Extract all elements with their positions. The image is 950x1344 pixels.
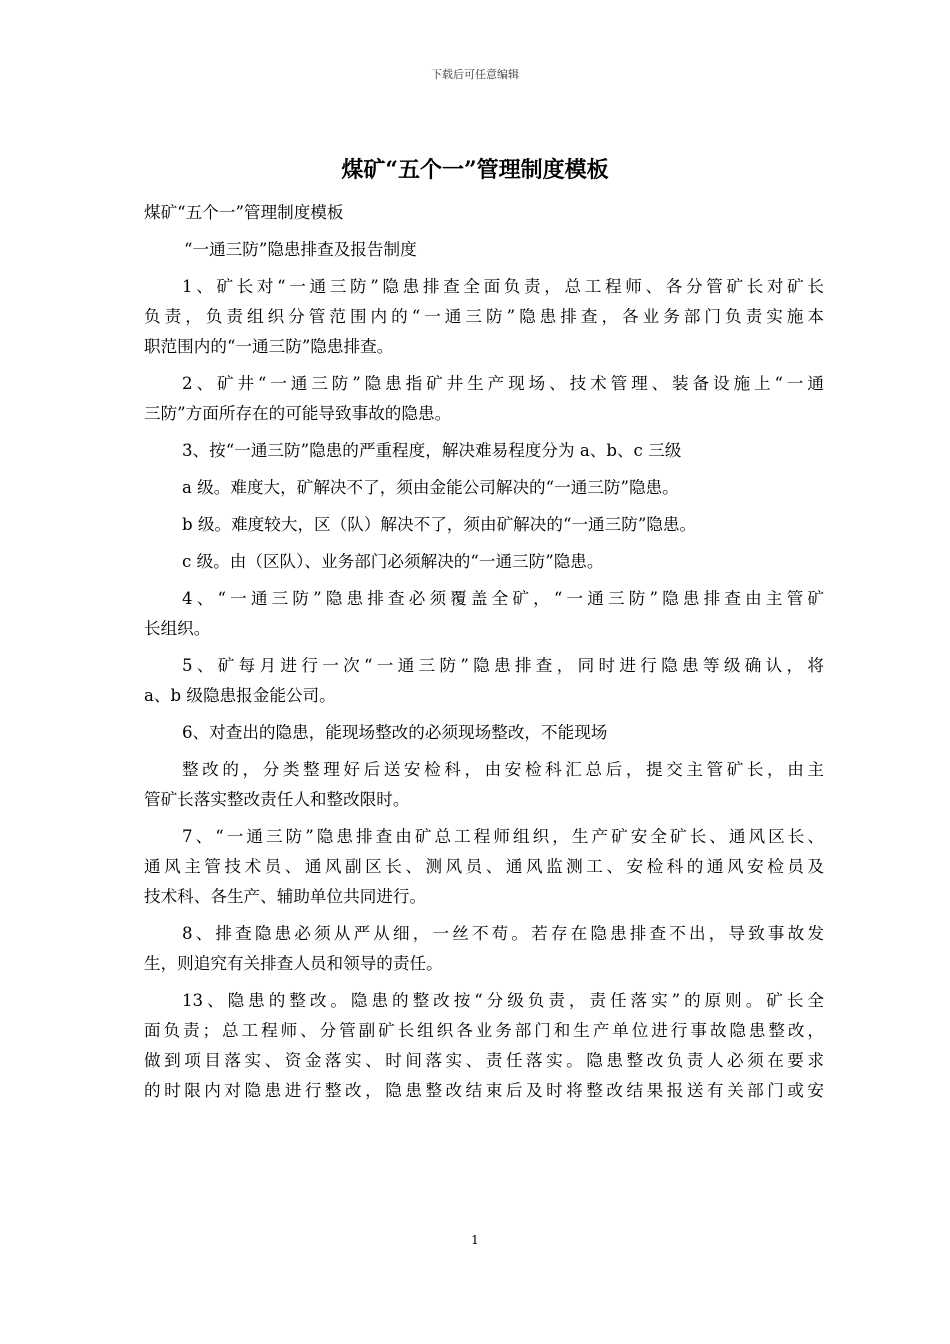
paragraph-gap xyxy=(144,748,824,755)
paragraph-line: 生，则追究有关排查人员和领导的责任。 xyxy=(144,954,443,973)
paragraph xyxy=(144,919,824,979)
paragraph-line: 4、“一通三防”隐患排查必须覆盖全矿，“一通三防”隐患排查由主管矿 xyxy=(182,589,824,608)
paragraph-gap xyxy=(144,979,824,986)
paragraph-gap xyxy=(144,265,824,272)
paragraph xyxy=(144,235,824,265)
paragraph-gap xyxy=(144,429,824,436)
paragraph-line: 技术科、各生产、辅助单位共同进行。 xyxy=(144,887,427,906)
paragraph-line: a 级。难度大，矿解决不了，须由金能公司解决的“一通三防”隐患。 xyxy=(182,478,679,497)
paragraph xyxy=(144,755,824,815)
paragraph-line: 3、按“一通三防”隐患的严重程度，解决难易程度分为 a、b、c 三级 xyxy=(182,441,682,460)
paragraph-gap xyxy=(144,711,824,718)
paragraph xyxy=(144,369,824,429)
paragraph-gap xyxy=(144,912,824,919)
paragraph-line: 做到项目落实、资金落实、时间落实、责任落实。隐患整改负责人必须在要求 xyxy=(144,1051,824,1070)
paragraph-gap xyxy=(144,815,824,822)
paragraph-line: 长组织。 xyxy=(144,619,211,638)
paragraph-line: “一通三防”隐患排查及报告制度 xyxy=(184,240,417,259)
paragraph-line: 职范围内的“一通三防”隐患排查。 xyxy=(144,337,394,356)
paragraph-line: 6、对查出的隐患，能现场整改的必须现场整改，不能现场 xyxy=(182,723,608,742)
paragraph xyxy=(144,718,824,748)
paragraph-line: 2、矿井“一通三防”隐患指矿井生产现场、技术管理、装备设施上“一通 xyxy=(182,374,824,393)
paragraph xyxy=(144,822,824,912)
paragraph xyxy=(144,651,824,711)
paragraph-line: 8、排查隐患必须从严从细，一丝不苟。若存在隐患排查不出，导致事故发 xyxy=(182,924,824,943)
paragraph xyxy=(144,198,824,228)
paragraph-gap xyxy=(144,577,824,584)
paragraph-line: 负责，负责组织分管范围内的“一通三防”隐患排查，各业务部门负责实施本 xyxy=(144,307,824,326)
paragraph-gap xyxy=(144,228,824,235)
paragraph-gap xyxy=(144,466,824,473)
paragraph-gap xyxy=(144,503,824,510)
page-header: 下载后可任意编辑 xyxy=(431,68,519,81)
paragraph-line: a、b 级隐患报金能公司。 xyxy=(144,686,336,705)
paragraph-line: 5、矿每月进行一次“一通三防”隐患排查，同时进行隐患等级确认，将 xyxy=(182,656,824,675)
paragraph-line: 三防”方面所存在的可能导致事故的隐患。 xyxy=(144,404,452,423)
page-number: 1 xyxy=(471,1233,479,1247)
paragraph-line: 13、隐患的整改。隐患的整改按“分级负责，责任落实”的原则。矿长全 xyxy=(182,991,824,1010)
paragraph-line: 7、“一通三防”隐患排查由矿总工程师组织，生产矿安全矿长、通风区长、 xyxy=(182,827,824,846)
paragraph xyxy=(144,272,824,362)
paragraph xyxy=(144,436,824,466)
paragraph-line: b 级。难度较大，区（队）解决不了，须由矿解决的“一通三防”隐患。 xyxy=(182,515,697,534)
paragraph xyxy=(144,986,824,1106)
paragraph-line: 整改的，分类整理好后送安检科，由安检科汇总后，提交主管矿长，由主 xyxy=(182,760,824,779)
paragraph-line: 煤矿“五个一”管理制度模板 xyxy=(144,203,344,222)
document-body xyxy=(144,198,824,1106)
paragraph xyxy=(144,510,824,540)
paragraph-line: 通风主管技术员、通风副区长、测风员、通风监测工、安检科的通风安检员及 xyxy=(144,857,824,876)
paragraph-gap xyxy=(144,540,824,547)
paragraph xyxy=(144,473,824,503)
paragraph-line: 的时限内对隐患进行整改，隐患整改结束后及时将整改结果报送有关部门或安 xyxy=(144,1081,824,1100)
paragraph-line: 管矿长落实整改责任人和整改限时。 xyxy=(144,790,410,809)
document-title: 煤矿“五个一”管理制度模板 xyxy=(341,157,609,183)
paragraph xyxy=(144,584,824,644)
paragraph-line: c 级。由（区队）、业务部门必须解决的“一通三防”隐患。 xyxy=(182,552,604,571)
paragraph-gap xyxy=(144,362,824,369)
paragraph-line: 1、矿长对“一通三防”隐患排查全面负责，总工程师、各分管矿长对矿长 xyxy=(182,277,824,296)
paragraph-gap xyxy=(144,644,824,651)
paragraph-line: 面负责；总工程师、分管副矿长组织各业务部门和生产单位进行事故隐患整改， xyxy=(144,1021,824,1040)
paragraph xyxy=(144,547,824,577)
